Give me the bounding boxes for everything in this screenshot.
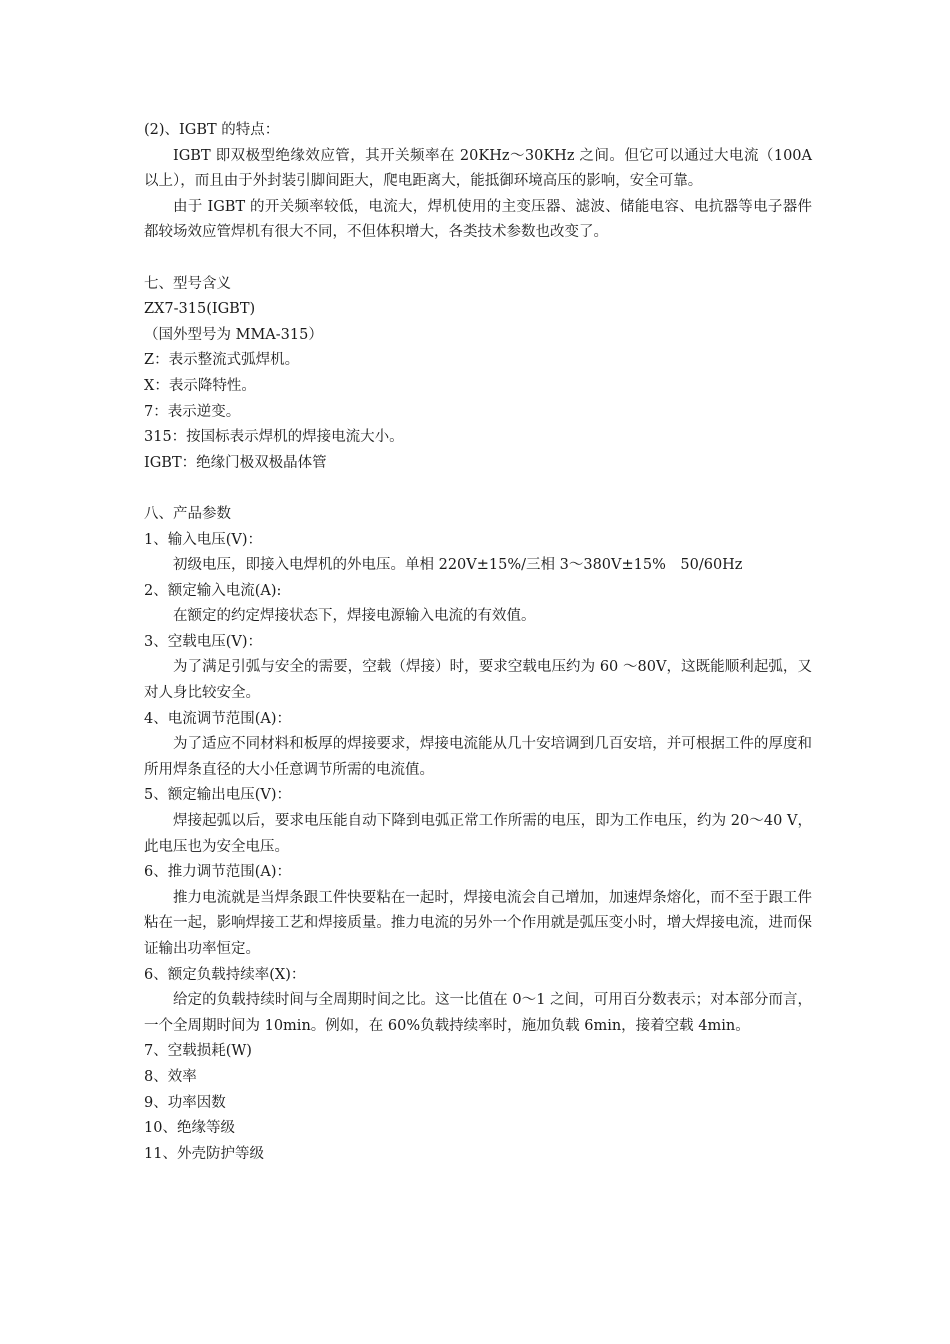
param-description: 为了适应不同材料和板厚的焊接要求，焊接电流能从几十安培调到几百安培，并可根据工件的厚度和所用焊条直径的大小任意调节所需的电流值。 (144, 736, 812, 778)
param-title: 4、电流调节范围(A)： (144, 710, 292, 727)
param-description: 为了满足引弧与安全的需要，空载（焊接）时，要求空载电压约为 60 ～80V，这既能顺利起弧，又对人身比较安全。 (144, 659, 812, 702)
model-meaning-line: ZX7-315(IGBT) (144, 301, 256, 318)
param-description: 初级电压，即接入电焊机的外电压。单相 220V±15%/三相 3～380V±15% 50/60Hz (173, 557, 743, 574)
param-title: 9、功率因数 (144, 1094, 226, 1111)
model-meaning-line: 315：按国标表示焊机的焊接电流大小。 (144, 429, 404, 446)
param-description: 给定的负载持续时间与全周期时间之比。这一比值在 0～1 之间，可用百分数表示；对本部分而言，一个全周期时间为 10min。例如，在 60%负载持续率时，施加负载 6min，接着空载 4min。 (144, 992, 812, 1034)
section-spacer (144, 246, 812, 272)
model-meaning-line: 7：表示逆变。 (144, 403, 241, 420)
param-description: 焊接起弧以后，要求电压能自动下降到电弧正常工作所需的电压，即为工作电压，约为 20～40 V，此电压也为安全电压。 (144, 813, 812, 855)
model-meaning-line: X：表示降特性。 (144, 377, 256, 394)
param-description: 在额定的约定焊接状态下，焊接电源输入电流的有效值。 (173, 608, 536, 625)
section-spacer (144, 476, 812, 502)
param-title: 6、额定负载持续率(X)： (144, 966, 306, 983)
model-meaning-line: Z：表示整流式弧焊机。 (144, 352, 300, 369)
product-params-heading: 八、产品参数 (144, 505, 231, 522)
igbt-features-paragraph-1: IGBT 即双极型绝缘效应管，其开关频率在 20KHz～30KHz 之间。但它可以通过大电流（100A 以上），而且由于外封装引脚间距大，爬电距离大，能抵御环境高压的影响，安全可靠。 (144, 147, 812, 190)
param-title: 5、额定输出电压(V)： (144, 787, 292, 804)
model-meaning-heading: 七、型号含义 (144, 275, 231, 292)
param-title: 6、推力调节范围(A)： (144, 864, 292, 881)
param-title: 3、空载电压(V)： (144, 633, 263, 650)
igbt-features-paragraph-2: 由于 IGBT 的开关频率较低，电流大，焊机使用的主变压器、滤波、储能电容、电抗器等电子器件都较场效应管焊机有很大不同，不但体积增大，各类技术参数也改变了。 (144, 198, 812, 241)
param-title: 2、额定输入电流(A): (144, 582, 282, 599)
model-meaning-line: IGBT：绝缘门极双极晶体管 (144, 454, 327, 471)
param-title: 10、绝缘等级 (144, 1120, 235, 1137)
param-title: 8、效率 (144, 1068, 197, 1085)
param-title: 11、外壳防护等级 (144, 1145, 264, 1162)
igbt-features-heading: (2)、IGBT 的特点： (144, 122, 280, 138)
param-title: 1、输入电压(V)： (144, 531, 263, 548)
document-body (144, 118, 812, 1167)
param-description: 推力电流就是当焊条跟工件快要粘在一起时，焊接电流会自己增加，加速焊条熔化，而不至于跟工件粘在一起，影响焊接工艺和焊接质量。推力电流的另外一个作用就是弧压变小时，增大焊接电流，进而保证输出功率恒定。 (144, 889, 812, 957)
model-meaning-line: （国外型号为 MMA-315） (144, 326, 323, 343)
param-title: 7、空载损耗(W) (144, 1043, 252, 1060)
